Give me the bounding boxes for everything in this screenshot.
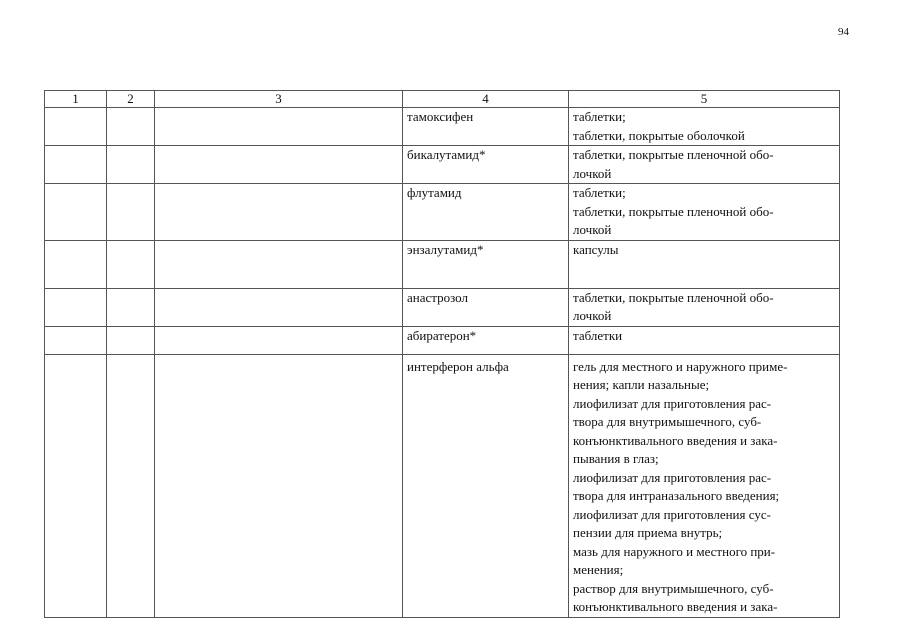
cell-group xyxy=(155,326,403,354)
dosage-form-line: мазь для наружного и местного при- xyxy=(573,543,776,559)
dosage-form-line: лочкой xyxy=(573,308,612,323)
cell-code xyxy=(45,184,107,241)
drug-name: бикалутамид* xyxy=(403,146,569,184)
dosage-form-line: таблетки, покрытые оболочкой xyxy=(573,127,745,143)
dosage-form-line: пензии для приема внутрь; xyxy=(573,525,723,540)
dosage-form xyxy=(569,240,840,288)
cell-atc xyxy=(107,184,155,241)
drug-table xyxy=(44,90,840,618)
dosage-form-line: таблетки; xyxy=(573,185,626,200)
dosage-form xyxy=(569,108,840,146)
dosage-form-line: лиофилизат для приготовления сус- xyxy=(573,506,771,522)
table-row xyxy=(45,184,840,241)
dosage-form-line: конъюнктивального введения и зака- xyxy=(573,432,778,448)
dosage-form-line: таблетки xyxy=(573,327,623,343)
drug-name: тамоксифен xyxy=(403,108,569,146)
dosage-form xyxy=(569,184,840,241)
dosage-form-line: раствор для внутримышечного, суб- xyxy=(573,580,774,596)
dosage-form xyxy=(569,146,840,184)
cell-group xyxy=(155,184,403,241)
dosage-form-line: таблетки; xyxy=(573,109,626,124)
table-row xyxy=(45,240,840,288)
column-header-5: 5 xyxy=(569,91,840,108)
drug-name: абиратерон* xyxy=(403,326,569,354)
dosage-form-line: пывания в глаз; xyxy=(573,451,659,466)
column-header-4: 4 xyxy=(403,91,569,108)
dosage-form-line: гель для местного и наружного приме- xyxy=(573,358,788,374)
dosage-form xyxy=(569,326,840,354)
dosage-form-line: лочкой xyxy=(573,222,612,237)
cell-atc xyxy=(107,288,155,326)
dosage-form-line: таблетки, покрытые пленочной обо- xyxy=(573,289,774,305)
cell-code xyxy=(45,354,107,617)
table-row xyxy=(45,146,840,184)
cell-code xyxy=(45,108,107,146)
cell-group xyxy=(155,288,403,326)
cell-code xyxy=(45,288,107,326)
cell-group xyxy=(155,146,403,184)
dosage-form-line: конъюнктивального введения и зака- xyxy=(573,599,778,614)
dosage-form-line: менения; xyxy=(573,562,624,577)
dosage-form-line: таблетки, покрытые пленочной обо- xyxy=(573,203,774,219)
drug-name: флутамид xyxy=(403,184,569,241)
cell-atc xyxy=(107,240,155,288)
dosage-form-line: лиофилизат для приготовления рас- xyxy=(573,395,772,411)
cell-atc xyxy=(107,326,155,354)
dosage-form xyxy=(569,288,840,326)
cell-code xyxy=(45,146,107,184)
table-row xyxy=(45,288,840,326)
cell-atc xyxy=(107,354,155,617)
dosage-form xyxy=(569,354,840,617)
drug-name: интерферон альфа xyxy=(403,354,569,617)
dosage-form-line: лочкой xyxy=(573,165,612,181)
cell-group xyxy=(155,240,403,288)
dosage-form-line: нения; капли назальные; xyxy=(573,377,710,392)
page-number: 94 xyxy=(838,26,849,38)
drug-name: анастрозол xyxy=(403,288,569,326)
dosage-form-line: лиофилизат для приготовления рас- xyxy=(573,469,772,485)
dosage-form-line: твора для интраназального введения; xyxy=(573,488,780,503)
cell-group xyxy=(155,354,403,617)
drug-name: энзалутамид* xyxy=(403,240,569,288)
cell-group xyxy=(155,108,403,146)
header-row xyxy=(45,91,840,108)
cell-atc xyxy=(107,146,155,184)
dosage-form-line: капсулы xyxy=(573,241,619,257)
cell-code xyxy=(45,240,107,288)
cell-code xyxy=(45,326,107,354)
column-header-3: 3 xyxy=(155,91,403,108)
table-row xyxy=(45,326,840,354)
dosage-form-line: твора для внутримышечного, суб- xyxy=(573,414,762,429)
table-row xyxy=(45,354,840,617)
table-row xyxy=(45,108,840,146)
column-header-2: 2 xyxy=(107,91,155,108)
dosage-form-line: таблетки, покрытые пленочной обо- xyxy=(573,147,774,162)
cell-atc xyxy=(107,108,155,146)
column-header-1: 1 xyxy=(45,91,107,108)
